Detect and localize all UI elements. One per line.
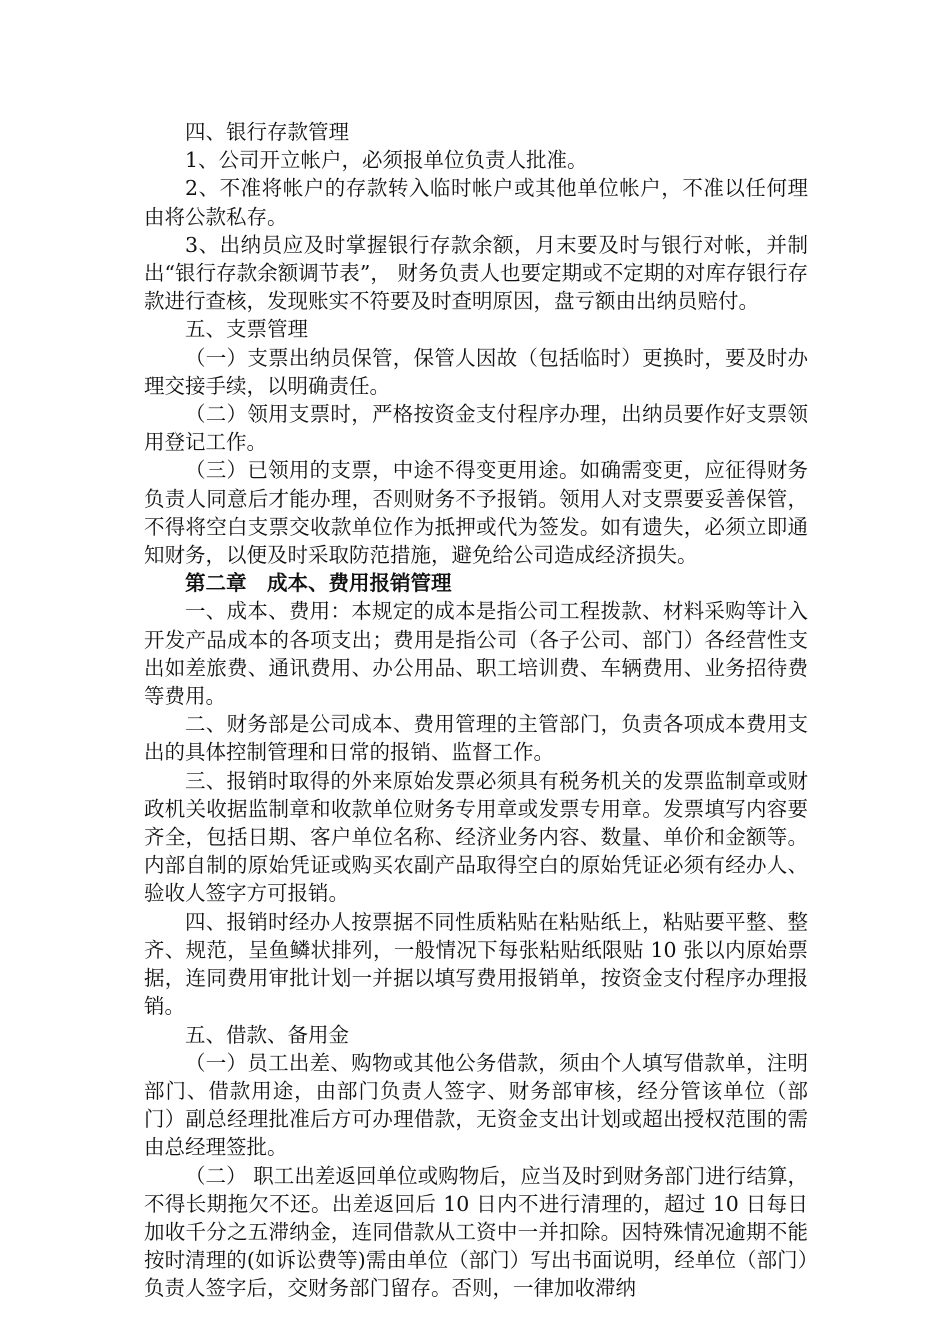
section-heading: 四、银行存款管理 (185, 120, 349, 144)
paragraph: 一、成本、费用：本规定的成本是指公司工程拨款、材料采购等计入开发产品成本的各项支出；费用是指公司（各子公司、部门）各经营性支出如差旅费、通讯费用、办公用品、职工培训费、车辆费用、业务招待费等费用。 (144, 599, 808, 709)
paragraph: 3、出纳员应及时掌握银行存款余额，月末要及时与银行对帐，并制出“银行存款余额调节表”， 财务负责人也要定期或不定期的对库存银行存款进行查核，发现账实不符要及时查明原因，盘亏额由出纳员赔付。 (144, 232, 808, 314)
chapter-heading: 第二章 成本、费用报销管理 (185, 571, 452, 596)
paragraph: （二）领用支票时，严格按资金支付程序办理，出纳员要作好支票领用登记工作。 (144, 402, 808, 455)
paragraph: 1、公司开立帐户，必须报单位负责人批准。 (185, 148, 588, 173)
paragraph: （二） 职工出差返回单位或购物后，应当及时到财务部门进行结算，不得长期拖欠不还。出差返回后 10 日内不进行清理的，超过 10 日每日加收千分之五滞纳金，连同借款从工资中一并扣除。因特殊情况逾期不能按时清理的(如诉讼费等)需由单位（部门）写出书面说明，经单位（部门）负责人签字后，交财务部门留存。否则，一律加收滞纳 (144, 1163, 808, 1301)
section-heading: 五、支票管理 (185, 317, 308, 342)
paragraph: （一）支票出纳员保管，保管人因故（包括临时）更换时，要及时办理交接手续，以明确责任。 (144, 345, 808, 398)
paragraph: （一）员工出差、购物或其他公务借款，须由个人填写借款单，注明部门、借款用途，由部门负责人签字、财务部审核，经分管该单位（部门）副总经理批准后方可办理借款，无资金支出计划或超出授权范围的需由总经理签批。 (144, 1050, 808, 1160)
paragraph: 四、报销时经办人按票据不同性质粘贴在粘贴纸上，粘贴要平整、整齐、规范，呈鱼鳞状排列，一般情况下每张粘贴纸限贴 10 张以内原始票据，连同费用审批计划一并据以填写费用报销单，按资金支付程序办理报销。 (144, 909, 808, 1019)
paragraph: 二、财务部是公司成本、费用管理的主管部门，负责各项成本费用支出的具体控制管理和日常的报销、监督工作。 (144, 712, 808, 765)
paragraph: 三、报销时取得的外来原始发票必须具有税务机关的发票监制章或财政机关收据监制章和收款单位财务专用章或发票专用章。发票填写内容要齐全，包括日期、客户单位名称、经济业务内容、数量、单价和金额等。内部自制的原始凭证或购买农副产品取得空白的原始凭证必须有经办人、验收人签字方可报销。 (144, 768, 808, 906)
paragraph: 2、不准将帐户的存款转入临时帐户或其他单位帐户，不准以任何理由将公款私存。 (144, 176, 808, 229)
document-body (144, 118, 808, 1303)
paragraph: （三）已领用的支票，中途不得变更用途。如确需变更，应征得财务负责人同意后才能办理，否则财务不予报销。领用人对支票要妥善保管，不得将空白支票交收款单位作为抵押或代为签发。如有遗失，必须立即通知财务，以便及时采取防范措施，避免给公司造成经济损失。 (144, 458, 808, 568)
section-heading: 五、借款、备用金 (185, 1022, 349, 1047)
